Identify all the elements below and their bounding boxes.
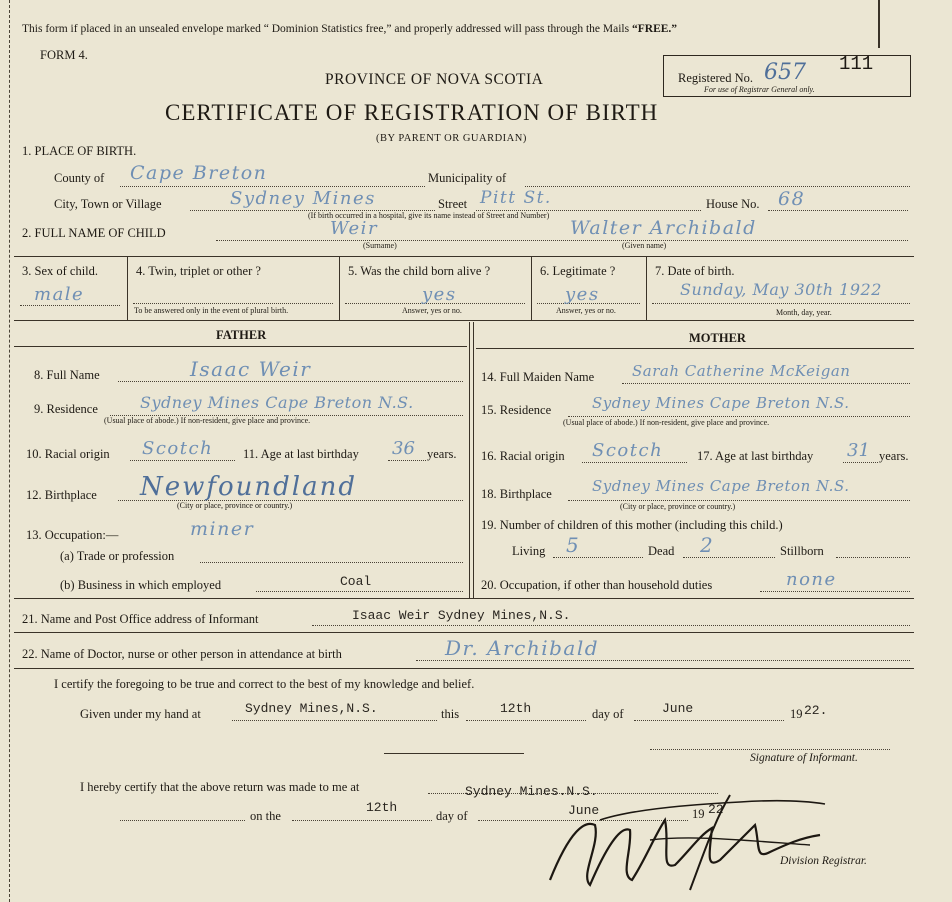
twin-label: 4. Twin, triplet or other ? (136, 264, 261, 278)
legitimate-label: 6. Legitimate ? (540, 264, 616, 278)
registered-label: Registered No. (678, 71, 753, 85)
mother-name-label: 14. Full Maiden Name (481, 370, 595, 384)
child-name-label: 2. FULL NAME OF CHILD (22, 226, 166, 240)
father-age-value: 36 (392, 438, 415, 459)
father-occupation-label: 13. Occupation:— (26, 528, 119, 542)
registrar-year-prefix: 19 (692, 807, 705, 821)
mother-residence-value: Sydney Mines Cape Breton N.S. (592, 394, 850, 412)
registrar-use-note: For use of Registrar General only. (704, 85, 815, 94)
father-racial-label: 10. Racial origin (26, 447, 110, 461)
hospital-note: (If birth occurred in a hospital, give its name instead of Street and Number) (308, 211, 550, 220)
father-heading: FATHER (216, 328, 267, 342)
this-label: this (441, 707, 460, 721)
living-value: 5 (566, 533, 581, 557)
registered-stamp: 111 (839, 53, 874, 75)
registrar-statement: I hereby certify that the above return was made to me at (80, 780, 360, 794)
registrar-year-value: 22 (708, 802, 724, 817)
living-label: Living (512, 544, 546, 558)
street-value: Pitt St. (480, 188, 552, 208)
sex-value: male (34, 284, 85, 305)
child-given-value: Walter Archibald (570, 217, 757, 239)
mother-occupation-value: none (786, 569, 837, 590)
birth-date-label: 7. Date of birth. (655, 264, 735, 278)
mail-notice (22, 23, 677, 35)
given-caption: (Given name) (622, 241, 667, 250)
given-day-value: 12th (500, 701, 532, 716)
father-age-label: 11. Age at last birthday (243, 447, 359, 461)
mother-years-label: years. (879, 449, 909, 463)
informant-signature-caption: Signature of Informant. (750, 752, 858, 764)
legitimate-value: yes (565, 284, 600, 305)
surname-caption: (Surname) (363, 241, 397, 250)
mother-heading: MOTHER (689, 331, 746, 345)
birth-date-value: Sunday, May 30th 1922 (680, 280, 882, 299)
mother-age-value: 31 (847, 440, 870, 461)
province-heading: PROVINCE OF NOVA SCOTIA (325, 71, 544, 88)
father-residence-value: Sydney Mines Cape Breton N.S. (140, 393, 414, 412)
mother-birthplace-label: 18. Birthplace (481, 487, 552, 501)
registrar-day-of-label: day of (436, 809, 468, 823)
father-business-label: (b) Business in which employed (60, 578, 222, 592)
father-years-label: years. (427, 447, 457, 461)
father-name-value: Isaac Weir (190, 357, 312, 381)
registered-number: 657 (764, 60, 806, 85)
stillborn-label: Stillborn (780, 544, 824, 558)
mail-notice-text: This form if placed in an unsealed envelope marked “ Dominion Statistics free,” and properly addressed will pass through the Mails (22, 23, 632, 35)
doctor-label: 22. Name of Doctor, nurse or other person in attendance at birth (22, 647, 342, 661)
mother-racial-value: Scotch (592, 440, 664, 461)
municipality-label: Municipality of (428, 171, 507, 185)
form-number: FORM 4. (40, 48, 88, 62)
child-surname-value: Weir (330, 218, 379, 239)
alive-label: 5. Was the child born alive ? (348, 264, 491, 278)
city-value: Sydney Mines (230, 188, 376, 209)
mother-residence-label: 15. Residence (481, 403, 552, 417)
father-name-label: 8. Full Name (34, 368, 100, 382)
father-trade-label: (a) Trade or profession (60, 549, 175, 563)
given-under-label: Given under my hand at (80, 707, 201, 721)
mother-name-value: Sarah Catherine McKeigan (632, 362, 851, 380)
father-residence-label: 9. Residence (34, 402, 98, 416)
father-occupation-value: miner (190, 518, 255, 540)
doctor-value: Dr. Archibald (445, 636, 600, 660)
mother-children-label: 19. Number of children of this mother (including this child.) (481, 518, 783, 532)
mother-occupation-label: 20. Occupation, if other than household duties (481, 578, 713, 592)
father-birthplace-note: (City or place, province or country.) (177, 501, 293, 510)
house-value: 68 (778, 188, 806, 210)
city-label: City, Town or Village (54, 197, 162, 211)
alive-value: yes (422, 284, 457, 305)
sex-label: 3. Sex of child. (22, 264, 99, 278)
mother-birthplace-note: (City or place, province or country.) (620, 502, 736, 511)
dead-value: 2 (700, 533, 715, 557)
place-of-birth-heading: 1. PLACE OF BIRTH. (22, 144, 137, 158)
street-label: Street (438, 197, 468, 211)
father-business-value: Coal (340, 574, 372, 589)
mother-racial-label: 16. Racial origin (481, 449, 565, 463)
mother-residence-note: (Usual place of abode.) If non-resident, give place and province. (563, 418, 770, 427)
twin-note: To be answered only in the event of plural birth. (134, 306, 289, 315)
father-birthplace-label: 12. Birthplace (26, 488, 97, 502)
given-month-value: June (662, 701, 694, 716)
house-label: House No. (706, 197, 760, 211)
margin-rule (9, 0, 10, 902)
father-residence-note: (Usual place of abode.) If non-resident, give place and province. (104, 416, 311, 425)
county-value: Cape Breton (130, 162, 268, 184)
given-day-of-label: day of (592, 707, 624, 721)
mother-age-label: 17. Age at last birthday (697, 449, 814, 463)
informant-label: 21. Name and Post Office address of Informant (22, 612, 259, 626)
certify-statement: I certify the foregoing to be true and correct to the best of my knowledge and belief. (54, 677, 475, 691)
mother-birthplace-value: Sydney Mines Cape Breton N.S. (592, 477, 850, 495)
registrar-signature (540, 790, 840, 895)
registrar-place-value: Sydney Mines.N.S. (465, 784, 598, 799)
mail-notice-free: “FREE.” (631, 23, 678, 35)
father-racial-value: Scotch (142, 438, 214, 459)
dead-label: Dead (648, 544, 675, 558)
given-place-value: Sydney Mines,N.S. (245, 701, 378, 716)
registrar-caption: Division Registrar. (780, 855, 867, 867)
page-title: CERTIFICATE OF REGISTRATION OF BIRTH (165, 100, 659, 125)
given-year-prefix: 19 (790, 707, 803, 721)
on-the-label: on the (250, 809, 281, 823)
father-birthplace-value: Newfoundland (140, 472, 358, 502)
registrar-month-value: June (568, 803, 600, 818)
registration-box (663, 55, 911, 97)
given-year-value: 22. (804, 703, 828, 718)
page-subtitle: (BY PARENT OR GUARDIAN) (376, 133, 527, 144)
registrar-day-value: 12th (366, 800, 398, 815)
alive-note: Answer, yes or no. (402, 306, 462, 315)
informant-value: Isaac Weir Sydney Mines,N.S. (352, 608, 571, 623)
county-label: County of (54, 171, 105, 185)
legitimate-note: Answer, yes or no. (556, 306, 616, 315)
birth-date-note: Month, day, year. (776, 308, 832, 317)
